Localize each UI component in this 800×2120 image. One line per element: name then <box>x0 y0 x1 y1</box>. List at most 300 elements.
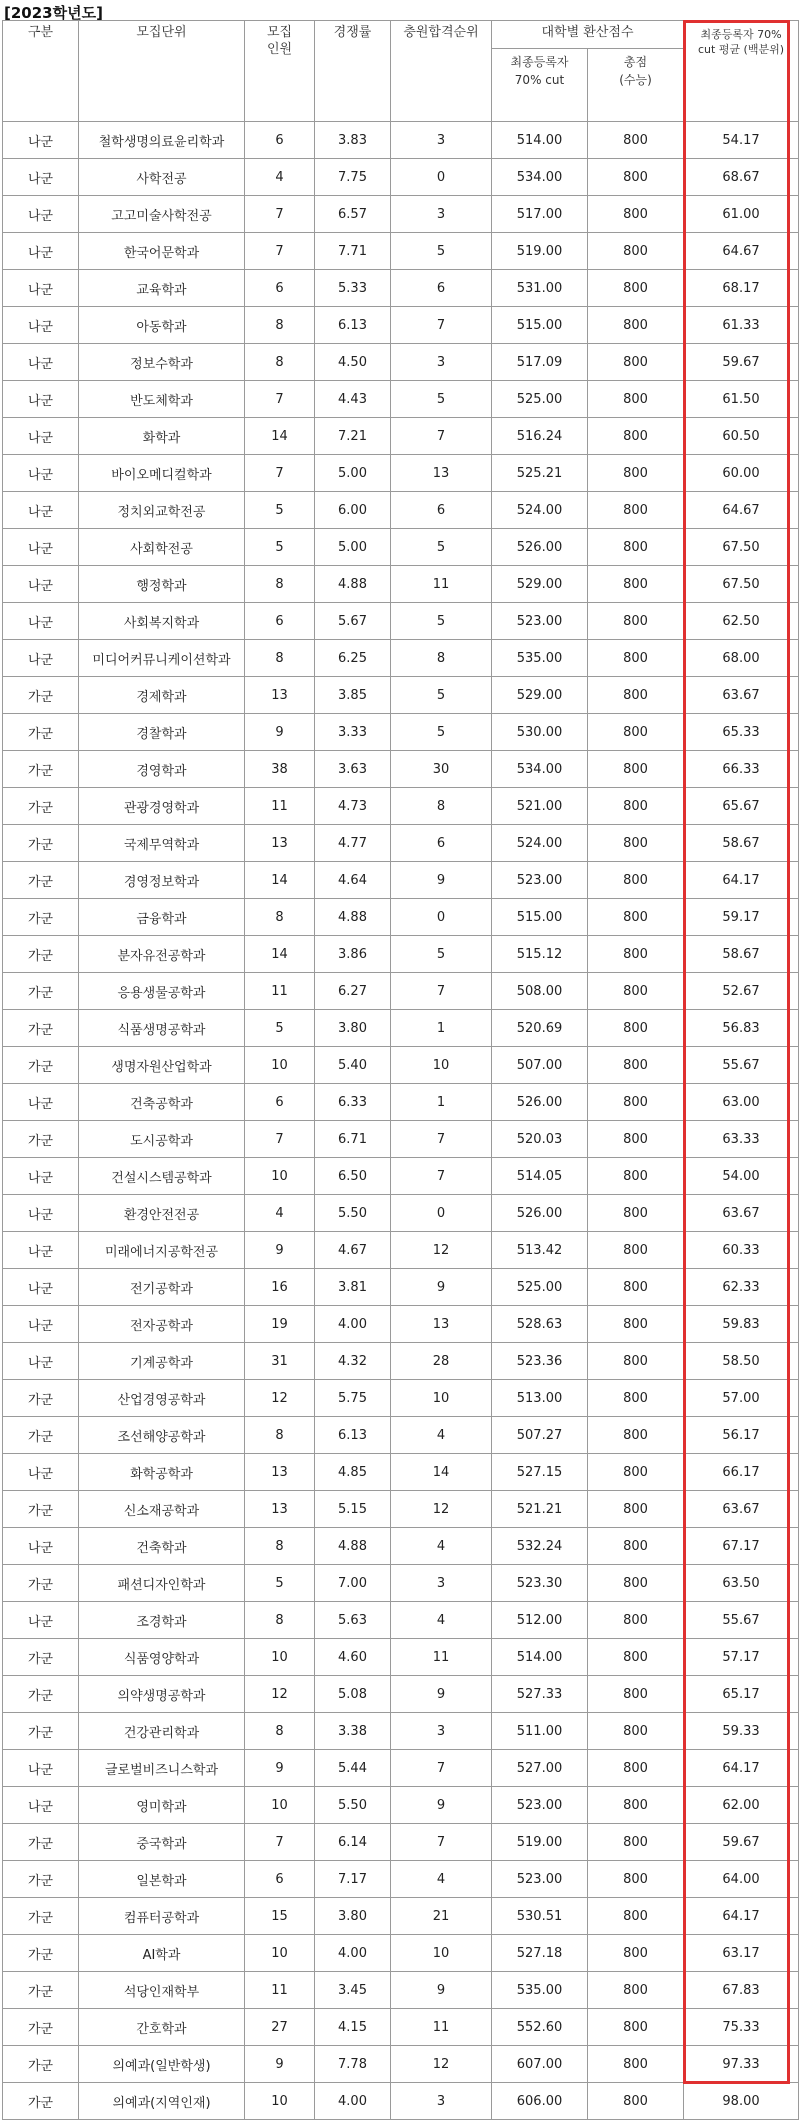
table-row <box>3 122 799 159</box>
total-cell: 800 <box>588 1935 684 1972</box>
capacity-cell: 14 <box>245 418 315 455</box>
competition-cell: 4.88 <box>315 1528 391 1565</box>
total-cell: 800 <box>588 1639 684 1676</box>
percentile-cell: 54.17 <box>684 122 799 159</box>
cut70-cell: 526.00 <box>492 1084 588 1121</box>
table-row <box>3 1084 799 1121</box>
header-total <box>588 49 684 122</box>
percentile-cell: 58.67 <box>684 936 799 973</box>
competition-cell: 4.00 <box>315 1306 391 1343</box>
capacity-cell: 38 <box>245 751 315 788</box>
cut70-cell: 535.00 <box>492 1972 588 2009</box>
competition-cell: 6.50 <box>315 1158 391 1195</box>
total-cell: 800 <box>588 862 684 899</box>
competition-cell: 6.25 <box>315 640 391 677</box>
cut70-cell: 507.27 <box>492 1417 588 1454</box>
capacity-cell: 11 <box>245 1972 315 2009</box>
capacity-cell: 8 <box>245 1528 315 1565</box>
capacity-cell: 5 <box>245 492 315 529</box>
competition-cell: 6.14 <box>315 1824 391 1861</box>
gubun-cell: 나군 <box>3 122 79 159</box>
gubun-cell: 나군 <box>3 1195 79 1232</box>
percentile-cell: 59.33 <box>684 1713 799 1750</box>
total-cell: 800 <box>588 1121 684 1158</box>
unit-cell: 화학공학과 <box>79 1454 245 1491</box>
rank-cell: 4 <box>391 1528 492 1565</box>
capacity-cell: 13 <box>245 677 315 714</box>
unit-cell: 조경학과 <box>79 1602 245 1639</box>
percentile-cell: 59.83 <box>684 1306 799 1343</box>
total-cell: 800 <box>588 640 684 677</box>
competition-cell: 7.21 <box>315 418 391 455</box>
table-row <box>3 640 799 677</box>
gubun-cell: 가군 <box>3 677 79 714</box>
table-row <box>3 677 799 714</box>
capacity-cell: 8 <box>245 640 315 677</box>
percentile-cell: 75.33 <box>684 2009 799 2046</box>
cut70-cell: 525.00 <box>492 381 588 418</box>
capacity-cell: 6 <box>245 603 315 640</box>
table-row <box>3 1565 799 1602</box>
competition-cell: 3.80 <box>315 1010 391 1047</box>
unit-cell: 환경안전전공 <box>79 1195 245 1232</box>
cut70-cell: 531.00 <box>492 270 588 307</box>
cut70-cell: 525.21 <box>492 455 588 492</box>
unit-cell: 철학생명의료윤리학과 <box>79 122 245 159</box>
competition-cell: 3.80 <box>315 1898 391 1935</box>
table-row <box>3 714 799 751</box>
unit-cell: 의예과(일반학생) <box>79 2046 245 2083</box>
rank-cell: 12 <box>391 1232 492 1269</box>
competition-cell: 4.85 <box>315 1454 391 1491</box>
percentile-cell: 56.83 <box>684 1010 799 1047</box>
cut70-cell: 508.00 <box>492 973 588 1010</box>
cut70-cell: 525.00 <box>492 1269 588 1306</box>
table-row <box>3 455 799 492</box>
gubun-cell: 나군 <box>3 196 79 233</box>
percentile-cell: 63.67 <box>684 677 799 714</box>
capacity-cell: 10 <box>245 1158 315 1195</box>
total-cell: 800 <box>588 122 684 159</box>
capacity-cell: 8 <box>245 899 315 936</box>
competition-cell: 6.33 <box>315 1084 391 1121</box>
gubun-cell: 나군 <box>3 344 79 381</box>
total-cell: 800 <box>588 2009 684 2046</box>
rank-cell: 7 <box>391 418 492 455</box>
rank-cell: 6 <box>391 492 492 529</box>
rank-cell: 10 <box>391 1380 492 1417</box>
cut70-cell: 520.69 <box>492 1010 588 1047</box>
gubun-cell: 가군 <box>3 1824 79 1861</box>
rank-cell: 3 <box>391 344 492 381</box>
gubun-cell: 나군 <box>3 1454 79 1491</box>
unit-cell: 정보수학과 <box>79 344 245 381</box>
capacity-cell: 12 <box>245 1380 315 1417</box>
table-row <box>3 159 799 196</box>
rank-cell: 5 <box>391 603 492 640</box>
competition-cell: 4.00 <box>315 1935 391 1972</box>
capacity-cell: 11 <box>245 788 315 825</box>
gubun-cell: 가군 <box>3 936 79 973</box>
percentile-cell: 97.33 <box>684 2046 799 2083</box>
capacity-cell: 8 <box>245 1602 315 1639</box>
competition-cell: 3.63 <box>315 751 391 788</box>
rank-cell: 10 <box>391 1935 492 1972</box>
unit-cell: 건축학과 <box>79 1528 245 1565</box>
total-cell: 800 <box>588 1306 684 1343</box>
cut70-cell: 527.18 <box>492 1935 588 1972</box>
percentile-cell: 55.67 <box>684 1602 799 1639</box>
capacity-cell: 4 <box>245 1195 315 1232</box>
competition-cell: 6.27 <box>315 973 391 1010</box>
total-cell: 800 <box>588 936 684 973</box>
header-capacity <box>245 21 315 122</box>
gubun-cell: 나군 <box>3 640 79 677</box>
cut70-cell: 519.00 <box>492 233 588 270</box>
header-percentile-line2: cut 평균 (백분위) <box>697 43 785 56</box>
unit-cell: 고고미술사학전공 <box>79 196 245 233</box>
total-cell: 800 <box>588 825 684 862</box>
header-gubun: 구분 <box>3 21 79 122</box>
header-cut70-line2: 70% cut <box>514 73 565 87</box>
gubun-cell: 가군 <box>3 1121 79 1158</box>
capacity-cell: 27 <box>245 2009 315 2046</box>
unit-cell: 전기공학과 <box>79 1269 245 1306</box>
gubun-cell: 가군 <box>3 1417 79 1454</box>
total-cell: 800 <box>588 1269 684 1306</box>
capacity-cell: 8 <box>245 1417 315 1454</box>
unit-cell: AI학과 <box>79 1935 245 1972</box>
gubun-cell: 나군 <box>3 1528 79 1565</box>
total-cell: 800 <box>588 1565 684 1602</box>
unit-cell: 의예과(지역인재) <box>79 2083 245 2120</box>
unit-cell: 사회복지학과 <box>79 603 245 640</box>
rank-cell: 6 <box>391 270 492 307</box>
total-cell: 800 <box>588 1528 684 1565</box>
unit-cell: 전자공학과 <box>79 1306 245 1343</box>
capacity-cell: 15 <box>245 1898 315 1935</box>
capacity-cell: 6 <box>245 122 315 159</box>
percentile-cell: 67.50 <box>684 529 799 566</box>
gubun-cell: 나군 <box>3 455 79 492</box>
total-cell: 800 <box>588 1084 684 1121</box>
percentile-cell: 66.33 <box>684 751 799 788</box>
capacity-cell: 6 <box>245 1084 315 1121</box>
unit-cell: 조선해양공학과 <box>79 1417 245 1454</box>
cut70-cell: 523.00 <box>492 862 588 899</box>
table-row <box>3 1528 799 1565</box>
gubun-cell: 나군 <box>3 1158 79 1195</box>
capacity-cell: 13 <box>245 1491 315 1528</box>
table-row <box>3 1417 799 1454</box>
unit-cell: 도시공학과 <box>79 1121 245 1158</box>
rank-cell: 0 <box>391 899 492 936</box>
rank-cell: 5 <box>391 233 492 270</box>
rank-cell: 4 <box>391 1417 492 1454</box>
unit-cell: 기계공학과 <box>79 1343 245 1380</box>
gubun-cell: 가군 <box>3 1010 79 1047</box>
total-cell: 800 <box>588 492 684 529</box>
total-cell: 800 <box>588 1343 684 1380</box>
table-row <box>3 1713 799 1750</box>
table-row <box>3 1232 799 1269</box>
table-row <box>3 2046 799 2083</box>
table-row <box>3 381 799 418</box>
table-row <box>3 2083 799 2120</box>
capacity-cell: 5 <box>245 529 315 566</box>
unit-cell: 경찰학과 <box>79 714 245 751</box>
table-row <box>3 418 799 455</box>
table-row <box>3 899 799 936</box>
percentile-cell: 59.17 <box>684 899 799 936</box>
percentile-cell: 66.17 <box>684 1454 799 1491</box>
competition-cell: 3.81 <box>315 1269 391 1306</box>
total-cell: 800 <box>588 751 684 788</box>
capacity-cell: 31 <box>245 1343 315 1380</box>
table-row <box>3 492 799 529</box>
rank-cell: 28 <box>391 1343 492 1380</box>
unit-cell: 의약생명공학과 <box>79 1676 245 1713</box>
gubun-cell: 나군 <box>3 1787 79 1824</box>
table-row <box>3 270 799 307</box>
competition-cell: 5.33 <box>315 270 391 307</box>
cut70-cell: 527.33 <box>492 1676 588 1713</box>
capacity-cell: 5 <box>245 1010 315 1047</box>
rank-cell: 1 <box>391 1010 492 1047</box>
competition-cell: 3.83 <box>315 122 391 159</box>
percentile-cell: 64.17 <box>684 1898 799 1935</box>
capacity-cell: 8 <box>245 1713 315 1750</box>
cut70-cell: 606.00 <box>492 2083 588 2120</box>
gubun-cell: 가군 <box>3 1861 79 1898</box>
percentile-cell: 63.67 <box>684 1491 799 1528</box>
rank-cell: 8 <box>391 788 492 825</box>
competition-cell: 7.75 <box>315 159 391 196</box>
header-unit: 모집단위 <box>79 21 245 122</box>
table-row <box>3 825 799 862</box>
unit-cell: 반도체학과 <box>79 381 245 418</box>
percentile-cell: 62.33 <box>684 1269 799 1306</box>
total-cell: 800 <box>588 196 684 233</box>
table-row <box>3 1010 799 1047</box>
unit-cell: 화학과 <box>79 418 245 455</box>
gubun-cell: 나군 <box>3 1232 79 1269</box>
cut70-cell: 527.15 <box>492 1454 588 1491</box>
gubun-cell: 가군 <box>3 1935 79 1972</box>
capacity-cell: 14 <box>245 936 315 973</box>
rank-cell: 9 <box>391 1972 492 2009</box>
percentile-cell: 64.17 <box>684 862 799 899</box>
percentile-cell: 65.67 <box>684 788 799 825</box>
percentile-cell: 63.00 <box>684 1084 799 1121</box>
cut70-cell: 524.00 <box>492 492 588 529</box>
total-cell: 800 <box>588 1417 684 1454</box>
cut70-cell: 524.00 <box>492 825 588 862</box>
capacity-cell: 8 <box>245 566 315 603</box>
rank-cell: 7 <box>391 1750 492 1787</box>
percentile-cell: 54.00 <box>684 1158 799 1195</box>
competition-cell: 4.73 <box>315 788 391 825</box>
competition-cell: 3.85 <box>315 677 391 714</box>
competition-cell: 7.78 <box>315 2046 391 2083</box>
rank-cell: 7 <box>391 1824 492 1861</box>
gubun-cell: 나군 <box>3 1084 79 1121</box>
total-cell: 800 <box>588 381 684 418</box>
total-cell: 800 <box>588 677 684 714</box>
competition-cell: 5.15 <box>315 1491 391 1528</box>
cut70-cell: 527.00 <box>492 1750 588 1787</box>
rank-cell: 13 <box>391 1306 492 1343</box>
unit-cell: 건축공학과 <box>79 1084 245 1121</box>
table-row <box>3 233 799 270</box>
capacity-cell: 10 <box>245 1047 315 1084</box>
percentile-cell: 58.50 <box>684 1343 799 1380</box>
unit-cell: 식품생명공학과 <box>79 1010 245 1047</box>
rank-cell: 3 <box>391 1565 492 1602</box>
cut70-cell: 534.00 <box>492 751 588 788</box>
percentile-cell: 67.50 <box>684 566 799 603</box>
percentile-cell: 61.00 <box>684 196 799 233</box>
cut70-cell: 511.00 <box>492 1713 588 1750</box>
rank-cell: 7 <box>391 1158 492 1195</box>
rank-cell: 5 <box>391 529 492 566</box>
cut70-cell: 529.00 <box>492 566 588 603</box>
gubun-cell: 나군 <box>3 1750 79 1787</box>
cut70-cell: 521.00 <box>492 788 588 825</box>
total-cell: 800 <box>588 1047 684 1084</box>
capacity-cell: 16 <box>245 1269 315 1306</box>
competition-cell: 4.50 <box>315 344 391 381</box>
total-cell: 800 <box>588 1010 684 1047</box>
gubun-cell: 가군 <box>3 1639 79 1676</box>
cut70-cell: 515.00 <box>492 307 588 344</box>
competition-cell: 7.17 <box>315 1861 391 1898</box>
unit-cell: 금융학과 <box>79 899 245 936</box>
table-row <box>3 2009 799 2046</box>
cut70-cell: 528.63 <box>492 1306 588 1343</box>
capacity-cell: 7 <box>245 381 315 418</box>
capacity-cell: 14 <box>245 862 315 899</box>
capacity-cell: 9 <box>245 1750 315 1787</box>
cut70-cell: 507.00 <box>492 1047 588 1084</box>
unit-cell: 석당인재학부 <box>79 1972 245 2009</box>
capacity-cell: 10 <box>245 1787 315 1824</box>
competition-cell: 4.32 <box>315 1343 391 1380</box>
rank-cell: 9 <box>391 1269 492 1306</box>
rank-cell: 12 <box>391 1491 492 1528</box>
rank-cell: 8 <box>391 640 492 677</box>
cut70-cell: 530.00 <box>492 714 588 751</box>
header-cut70-line1: 최종등록자 <box>510 55 569 69</box>
total-cell: 800 <box>588 1232 684 1269</box>
gubun-cell: 나군 <box>3 492 79 529</box>
cut70-cell: 526.00 <box>492 1195 588 1232</box>
admission-results-table <box>2 20 799 2120</box>
capacity-cell: 6 <box>245 1861 315 1898</box>
cut70-cell: 514.00 <box>492 1639 588 1676</box>
unit-cell: 경제학과 <box>79 677 245 714</box>
table-row <box>3 196 799 233</box>
table-row <box>3 1158 799 1195</box>
header-percentile-line1: 최종등록자 70% <box>700 28 782 41</box>
cut70-cell: 552.60 <box>492 2009 588 2046</box>
total-cell: 800 <box>588 1898 684 1935</box>
cut70-cell: 515.00 <box>492 899 588 936</box>
gubun-cell: 가군 <box>3 2083 79 2120</box>
total-cell: 800 <box>588 714 684 751</box>
unit-cell: 한국어문학과 <box>79 233 245 270</box>
unit-cell: 생명자원산업학과 <box>79 1047 245 1084</box>
capacity-cell: 9 <box>245 2046 315 2083</box>
capacity-cell: 13 <box>245 1454 315 1491</box>
competition-cell: 6.57 <box>315 196 391 233</box>
rank-cell: 14 <box>391 1454 492 1491</box>
percentile-cell: 64.67 <box>684 492 799 529</box>
percentile-cell: 62.50 <box>684 603 799 640</box>
unit-cell: 바이오메디컬학과 <box>79 455 245 492</box>
competition-cell: 6.00 <box>315 492 391 529</box>
table-row <box>3 1602 799 1639</box>
rank-cell: 3 <box>391 2083 492 2120</box>
competition-cell: 4.67 <box>315 1232 391 1269</box>
unit-cell: 중국학과 <box>79 1824 245 1861</box>
table-row <box>3 1454 799 1491</box>
table-row <box>3 1972 799 2009</box>
competition-cell: 5.50 <box>315 1787 391 1824</box>
gubun-cell: 나군 <box>3 566 79 603</box>
total-cell: 800 <box>588 603 684 640</box>
rank-cell: 4 <box>391 1602 492 1639</box>
rank-cell: 11 <box>391 2009 492 2046</box>
total-cell: 800 <box>588 270 684 307</box>
table-row <box>3 1195 799 1232</box>
total-cell: 800 <box>588 233 684 270</box>
cut70-cell: 513.42 <box>492 1232 588 1269</box>
table-row <box>3 529 799 566</box>
capacity-cell: 9 <box>245 714 315 751</box>
unit-cell: 미래에너지공학전공 <box>79 1232 245 1269</box>
rank-cell: 5 <box>391 677 492 714</box>
rank-cell: 7 <box>391 973 492 1010</box>
rank-cell: 9 <box>391 1787 492 1824</box>
cut70-cell: 532.24 <box>492 1528 588 1565</box>
gubun-cell: 나군 <box>3 1306 79 1343</box>
total-cell: 800 <box>588 1380 684 1417</box>
capacity-cell: 13 <box>245 825 315 862</box>
gubun-cell: 나군 <box>3 307 79 344</box>
total-cell: 800 <box>588 1158 684 1195</box>
cut70-cell: 523.00 <box>492 603 588 640</box>
competition-cell: 5.44 <box>315 1750 391 1787</box>
rank-cell: 6 <box>391 825 492 862</box>
competition-cell: 5.00 <box>315 455 391 492</box>
unit-cell: 미디어커뮤니케이션학과 <box>79 640 245 677</box>
total-cell: 800 <box>588 1861 684 1898</box>
header-capacity-line2: 인원 <box>266 42 293 57</box>
rank-cell: 3 <box>391 196 492 233</box>
gubun-cell: 나군 <box>3 159 79 196</box>
percentile-cell: 61.33 <box>684 307 799 344</box>
unit-cell: 응용생물공학과 <box>79 973 245 1010</box>
percentile-cell: 61.50 <box>684 381 799 418</box>
table-body <box>3 122 799 2120</box>
percentile-cell: 52.67 <box>684 973 799 1010</box>
percentile-cell: 56.17 <box>684 1417 799 1454</box>
competition-cell: 4.43 <box>315 381 391 418</box>
total-cell: 800 <box>588 344 684 381</box>
percentile-cell: 68.00 <box>684 640 799 677</box>
cut70-cell: 512.00 <box>492 1602 588 1639</box>
